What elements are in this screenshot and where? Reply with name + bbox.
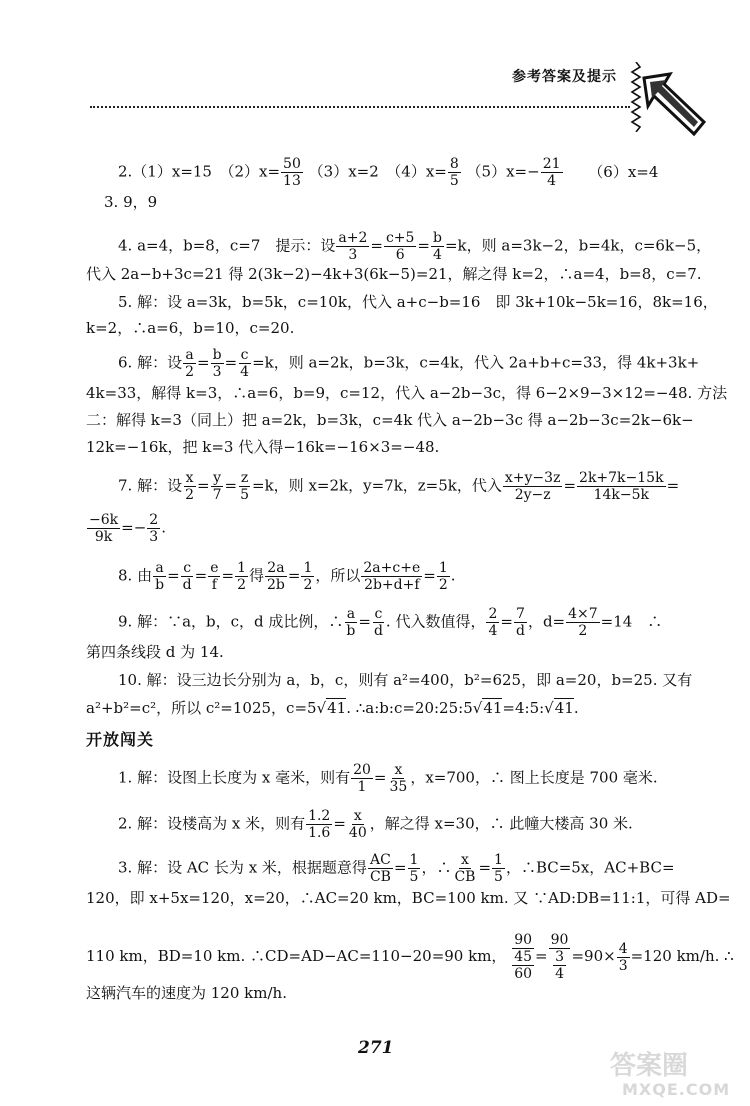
fraction [211,470,224,503]
fraction [566,606,600,639]
numerator: 1.2 [308,808,331,824]
answer-line-10: 10. 解：设三边长分别为 a，b，c，则有 a²=400，b²=625，即 a=20，b=25. 又有 [118,671,693,689]
fraction [577,470,666,503]
denominator: 35 [389,779,408,795]
numerator: 2a+c+e [363,560,421,576]
denominator: 2b+d+f [364,577,420,593]
fraction [183,347,196,380]
numerator: 1 [409,852,419,868]
answer-line-9-cont: 第四条线段 d 为 14. [86,643,224,661]
answer-line-3: 3. 9，9 [104,193,158,211]
fraction [181,560,194,593]
fraction [211,347,224,380]
denominator: 4 [547,173,557,189]
text: =14 ∴ [600,612,663,631]
numerator: −6k [89,512,119,528]
denominator: 2 [185,364,195,380]
numerator: 4 [618,940,628,957]
text: =− [121,518,147,537]
fraction [87,512,120,545]
fraction [541,156,563,189]
text: a²+b²=c²，所以 c²=1025，c=5 [86,699,317,717]
text: =k，则 x=2k，y=7k，z=5k，代入 [252,476,502,495]
denominator: d [373,623,383,639]
page-number: 271 [358,1038,394,1058]
running-header: 参考答案及提示 [512,69,617,85]
fraction [503,470,563,503]
answer-line-6: 6. 解：设 $\frac{a}{2}$ = $\frac{b}{3}$ = $\frac{c}{4}$ =k，则 a=2k，b=3k，c=4k，代入 2a+b+c=33，得 4k+3k+ [118,347,700,380]
denominator: 2 [303,577,313,593]
denominator: f [211,577,217,593]
answer-line-7-cont: $\frac{-6k}{9k}$ =− $\frac{2}{3}$ . [89,512,166,545]
text: 7. 解：设 [118,476,183,495]
numerator: x [394,762,403,778]
fraction [368,852,393,885]
answer-line-2 [118,156,658,189]
numerator: a [185,347,194,363]
fraction [153,560,166,593]
numerator: x [353,808,362,824]
radicand: 41 [554,699,574,717]
text: 2. 解：设楼高为 x 米，则有 [118,814,306,833]
numerator: c [374,606,383,622]
inner-numerator: 45 [514,949,533,965]
text: 4. a=4，b=8，c=7 提示：设 [118,236,336,255]
text: =k，则 a=3k−2，b=4k，c=6k−5， [444,236,712,255]
open-answer-3-cont3: 这辆汽车的速度为 120 km/h. [86,984,287,1002]
fraction [437,560,450,593]
compound-fraction [512,932,534,982]
numerator: y [213,470,222,486]
open-answer-3-cont1: 120，即 x+5x=120，x=20，∴AC=20 km，BC=100 km. 又 ∵AD:DB=11:1，可得 AD= [86,889,731,907]
fraction [351,762,373,795]
text: ，∴ [421,858,452,877]
header-dotted-rule [90,106,630,108]
answer-line-6-cont1: 4k=33，解得 k=3，∴a=6，b=9，c=12，代入 a−2b−3c，得 6−2×9−3×12=−48. 方法 [86,384,728,402]
text: ，∴BC=5x，AC+BC= [505,858,675,877]
fraction [183,470,196,503]
text: 1. 解：设图上长度为 x 毫米，则有 [118,768,351,787]
fraction [361,560,422,593]
denominator: 2y−z [514,487,551,503]
numerator: 2 [488,606,498,622]
inner-numerator: 3 [555,949,564,965]
fraction [347,808,369,841]
text: ，所以 [315,566,361,585]
denominator: 3 [149,529,159,545]
answer-line-9: 9. 解：∵a，b，c，d 成比例，∴ $\frac{a}{b}$ = $\frac{c}{d}$ . 代入数值得， $\frac{2}{4}$ = $\frac{7}{d}$ ，d= $\frac{4\times 7}{2}$ =14 ∴ [118,606,663,639]
numerator: 8 [449,156,459,172]
numerator: b [433,230,442,246]
text: =k，则 a=2k，b=3k，c=4k，代入 2a+b+c=33，得 4k+3k+ [252,353,700,372]
open-answer-2: 2. 解：设楼高为 x 米，则有 $\frac{1.2}{1.6}$ = $\frac{x}{40}$ ，解之得 x=30，∴ 此幢大楼高 30 米. [118,808,633,841]
denominator: 4 [433,247,442,263]
watermark-logo: 答案圈 [610,1051,689,1081]
denominator: 60 [514,966,533,982]
numerator: AC [370,852,391,868]
denominator: 2 [438,577,448,593]
text: （5）x=− [466,162,540,181]
answer-line-10-cont: a²+b²=c²，所以 c²=1025，c=5√41. ∴a:b:c=20:25:5√41=4:5:√41. [86,699,579,717]
answer-line-6-cont3: 12k=−16k，把 k=3 代入得−16k=−16×3=−48. [86,438,440,456]
denominator: 5 [494,869,503,885]
numerator: 7 [515,606,525,622]
numerator: 2k+7k−15k [579,470,664,486]
fraction [301,560,314,593]
text: =120 km/h. ∴ [630,947,734,965]
denominator: 14k−5k [593,487,650,503]
numerator: 1 [438,560,448,576]
denominator: 9k [94,529,113,545]
text: ，d= [527,612,566,631]
text: =4:5: [502,699,545,717]
text: 2.（1）x=15 （2）x= [118,162,281,181]
numerator: a+2 [338,230,368,246]
answer-line-5-cont: k=2，∴a=6，b=10，c=20. [86,319,295,337]
fraction [372,606,385,639]
fraction [306,808,332,841]
numerator: c [183,560,192,576]
numerator: b [212,347,222,363]
fraction [486,606,499,639]
radicand: 41 [327,699,347,717]
fraction [238,347,251,380]
numerator: 1 [303,560,313,576]
denominator: 4 [488,623,498,639]
denominator: 2b [267,577,285,593]
numerator: 1 [494,852,503,868]
denominator: 2 [578,623,588,639]
text: =90× [571,947,616,965]
denominator: b [155,577,165,593]
open-answer-3-cont2: 110 km，BD=10 km. ∴CD=AD−AC=110−20=90 km， 90 45 60 = 90 3 4 =90× $\frac{4}{3}$ =120 km/h. ∴ [86,932,734,982]
fraction [147,512,160,545]
fraction [238,470,251,503]
answer-line-4-cont: 代入 2a−b+3c=21 得 2(3k−2)−4k+3(6k−5)=21，解之得 k=2，∴a=4，b=8，c=7. [86,265,702,283]
fraction [235,560,248,593]
numerator: e [210,560,219,576]
text: （6）x=4 [588,162,659,181]
fraction [208,560,220,593]
numerator: a [346,606,356,622]
fraction [492,852,505,885]
text: . 代入数值得， [385,612,486,631]
open-answer-3: 3. 解：设 AC 长为 x 米，根据题意得 $\frac{AC}{CB}$ = $\frac{1}{5}$ ，∴ $\frac{x}{CB}$ = $\frac{1}{5}$ ，∴BC=5x，AC+BC= [118,852,675,885]
answer-line-8: 8. 由 $\frac{a}{b}$ = $\frac{c}{d}$ = $\frac{e}{f}$ = $\frac{1}{2}$ 得 $\frac{2a}{2b}$ = $\frac{1}{2}$ ，所以 $\frac{2a+c+e}{2b+d+f}$ = $\frac{1}{2}$ . [118,560,456,593]
numerator: 1 [237,560,246,576]
fraction [344,606,357,639]
fraction [452,852,477,885]
text: 110 km，BD=10 km. ∴CD=AD−AC=110−20=90 km， [86,947,507,965]
fraction [336,230,369,263]
numerator: 90 [550,932,569,948]
denominator: 13 [283,173,301,189]
numerator: x [185,470,194,486]
denominator: 4 [555,966,564,982]
denominator: 40 [348,825,367,841]
numerator: a [155,560,164,576]
fraction [384,230,416,263]
denominator: 2 [185,487,195,503]
denominator: b [346,623,356,639]
numerator: 21 [542,156,561,172]
numerator: 50 [283,156,301,172]
denominator: CB [369,869,391,885]
denominator: 7 [212,487,222,503]
fraction [514,606,527,639]
denominator: 5 [240,487,250,503]
denominator: CB [454,869,476,885]
answer-line-5: 5. 解：设 a=3k，b=5k，c=10k，代入 a+c−b=16 即 3k+10k−5k=16，8k=16， [118,293,718,311]
numerator: 4×7 [568,606,598,622]
fraction [281,156,303,189]
fraction [387,762,409,795]
fraction [265,560,287,593]
text: 9. 解：∵a，b，c，d 成比例，∴ [118,612,344,631]
compound-fraction [549,932,571,982]
open-answer-1: 1. 解：设图上长度为 x 毫米，则有 $\frac{20}{1}$ = $\frac{x}{35}$ ，x=700，∴ 图上长度是 700 毫米. [118,762,658,795]
numerator: 90 [514,932,533,948]
denominator: 3 [618,957,628,974]
text: 6. 解：设 [118,353,183,372]
numerator: x [461,852,469,868]
text: （3）x=2 （4）x= [308,162,447,181]
denominator: 1.6 [308,825,331,841]
numerator: x+y−3z [504,470,561,486]
denominator: 1 [357,779,367,795]
denominator: 3 [212,364,222,380]
numerator: c+5 [385,230,415,246]
denominator: 5 [449,173,459,189]
denominator: d [182,577,192,593]
denominator: 5 [409,869,419,885]
denominator: 2 [237,577,246,593]
answer-line-6-cont2: 二：解得 k=3（同上）把 a=2k，b=3k，c=4k 代入 a−2b−3c 得 a−2b−3c=2k−6k− [86,411,694,429]
denominator: d [515,623,525,639]
text: ，x=700，∴ 图上长度是 700 毫米. [410,768,658,787]
radicand: 41 [483,699,503,717]
numerator: z [240,470,249,486]
numerator: 2 [149,512,159,528]
section-title: 开放闯关 [86,730,155,749]
text: ，解之得 x=30，∴ 此幢大楼高 30 米. [369,814,633,833]
answer-line-7: 7. 解：设 $\frac{x}{2}$ = $\frac{y}{7}$ = $\frac{z}{5}$ =k，则 x=2k，y=7k，z=5k，代入 $\frac{x+y-3z}{2y-z}$ = $\frac{2k+7k-15k}{14k-5k}$ = [118,470,680,503]
text: . ∴a:b:c=20:25:5 [346,699,473,717]
denominator: 6 [395,247,405,263]
text: 8. 由 [118,566,153,585]
fraction [448,156,461,189]
fraction [617,941,630,974]
numerator: 2a [267,560,285,576]
denominator: 3 [348,247,358,263]
text: 得 [248,566,264,585]
numerator: c [240,347,249,363]
watermark-url: MXQE.COM [622,1080,731,1099]
answer-line-4: 4. a=4，b=8，c=7 提示：设 $\frac{a+2}{3}$ = $\frac{c+5}{6}$ = $\frac{b}{4}$ =k，则 a=3k−2，b=4k，c=6k−5， [118,230,712,263]
numerator: 20 [353,762,371,778]
denominator: 4 [240,364,250,380]
fraction [431,230,444,263]
arrow-icon [640,70,708,140]
text: 3. 解：设 AC 长为 x 米，根据题意得 [118,858,367,877]
fraction [408,852,421,885]
